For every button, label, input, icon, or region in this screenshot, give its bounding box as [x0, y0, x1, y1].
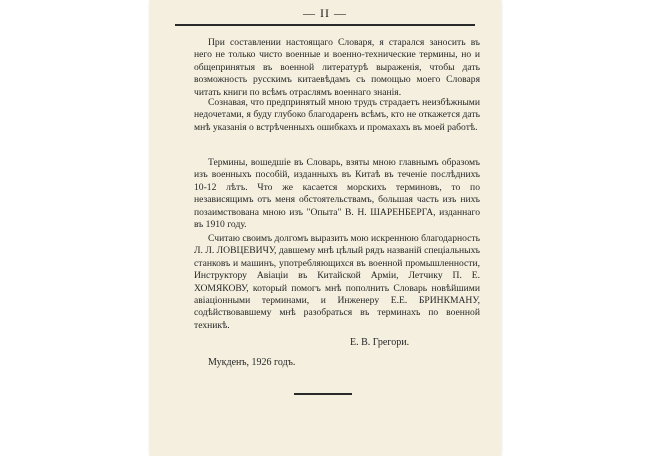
paragraph-3: [194, 157, 480, 231]
paragraph-text: Термины, вошедшіе въ Словарь, взяты мною главнымъ образомъ изъ военныхъ пособій, изданныхъ въ Китаѣ въ теченіе послѣднихъ 10-12 лѣтъ. Что же касается морскихъ терминовъ, то по независящимъ отъ меня обстоятельствамъ, большая часть изъ нихъ позаимствована мною изъ "Опыта" В. Н. ШАРЕНБЕРГА, изданнаго въ 1910 году.: [194, 157, 480, 231]
paragraph-1: [194, 37, 480, 99]
page-number: — II —: [303, 6, 347, 20]
place-and-date: Мукденъ, 1926 годъ.: [208, 357, 296, 368]
paragraph-text: При составлении настоящаго Словаря, я старался заносить въ него не только чисто военные и военно-технические термины, но и общепринятыя въ военной литературѣ выраженія, чтобы дать возможность русскимъ китаевѣдамъ съ помощью моего Словаря читать книги по всѣмъ отраслямъ военнаго знанія.: [194, 37, 480, 98]
page-header: [175, 6, 475, 26]
header-rule: [175, 24, 475, 26]
paragraph-text: Сознавая, что предпринятый мною трудъ страдаетъ неизбѣжными недочетами, я буду глубоко благодаренъ всѣмъ, кто не откажется дать мнѣ указанія о встрѣченныхъ ошибкахъ и промахахъ въ моей работѣ.: [194, 97, 480, 133]
author-signature: Е. В. Грегори.: [350, 337, 410, 348]
paragraph-2: [194, 97, 480, 134]
paragraph-4: [194, 233, 480, 332]
footer-rule: [294, 393, 352, 395]
paragraph-text: Считаю своимъ долгомъ выразить мою искреннюю благодарность Л. Л. ЛОВЦЕВИЧУ, давшему мнѣ цѣлый рядъ названій спеціальныхъ станковъ и машинъ, употребляющихся въ военной промышленности, Инструктору Авіаціи въ Китайской Арміи, Летчику П. Е. ХОМЯКОВУ, который помогъ мнѣ пополнить Словарь новѣйшими авіаціонными терминами, и Инженеру Е.Е. БРИНКМАНУ, содѣйствовавшему мнѣ разобраться въ терминахъ по военной техникѣ.: [194, 233, 480, 331]
